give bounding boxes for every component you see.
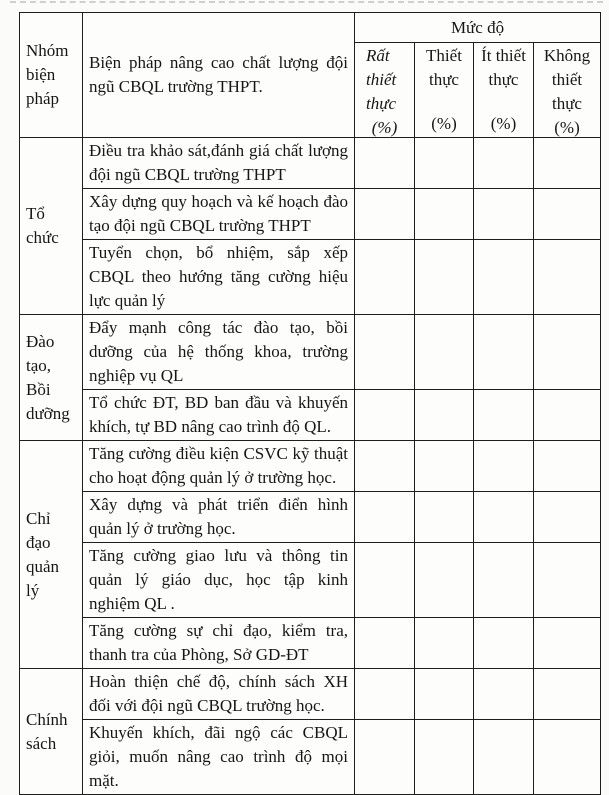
value-cell bbox=[534, 390, 601, 441]
table-row bbox=[20, 240, 601, 315]
group-cell-chinh-sach: Chính sách bbox=[20, 669, 83, 795]
group-cell-dao-tao-boi-duong: Đào tạo, Bồi dưỡng bbox=[20, 315, 83, 441]
value-cell bbox=[534, 669, 601, 720]
table-header-row-1 bbox=[20, 13, 601, 43]
column-header-level-it-thiet-thuc bbox=[474, 43, 534, 138]
table-row bbox=[20, 720, 601, 795]
measure-cell: Đẩy mạnh công tác đào tạo, bồi dưỡng của hệ thống khoa, trường nghiệp vụ QL bbox=[83, 315, 355, 390]
value-cell bbox=[415, 669, 474, 720]
table-row bbox=[20, 315, 601, 390]
value-cell bbox=[415, 315, 474, 390]
level-label: Rất thiết thực bbox=[366, 46, 397, 113]
level-unit: (%) bbox=[554, 118, 580, 137]
value-cell bbox=[415, 390, 474, 441]
value-cell bbox=[355, 669, 415, 720]
value-cell bbox=[534, 441, 601, 492]
value-cell bbox=[474, 138, 534, 189]
measure-cell: Tuyển chọn, bổ nhiệm, sắp xếp CBQL theo hướng tăng cường hiệu lực quản lý bbox=[83, 240, 355, 315]
level-unit: (%) bbox=[371, 118, 398, 137]
value-cell bbox=[534, 138, 601, 189]
value-cell bbox=[355, 315, 415, 390]
value-cell bbox=[534, 543, 601, 618]
value-cell bbox=[415, 441, 474, 492]
value-cell bbox=[415, 618, 474, 669]
value-cell bbox=[474, 720, 534, 795]
value-cell bbox=[355, 492, 415, 543]
measure-cell: Hoàn thiện chế độ, chính sách XH đối với đội ngũ CBQL trường học. bbox=[83, 669, 355, 720]
value-cell bbox=[534, 618, 601, 669]
table-row bbox=[20, 441, 601, 492]
value-cell bbox=[415, 138, 474, 189]
table-row bbox=[20, 390, 601, 441]
measure-cell: Tổ chức ĐT, BD ban đầu và khuyến khích, tự BD nâng cao trình độ QL. bbox=[83, 390, 355, 441]
measure-cell: Xây dựng và phát triển điển hình quản lý ở trường học. bbox=[83, 492, 355, 543]
value-cell bbox=[355, 543, 415, 618]
table-row bbox=[20, 492, 601, 543]
value-cell bbox=[415, 189, 474, 240]
value-cell bbox=[474, 543, 534, 618]
table-row bbox=[20, 189, 601, 240]
value-cell bbox=[534, 189, 601, 240]
column-header-scale-title: Mức độ bbox=[355, 13, 601, 43]
table-row bbox=[20, 543, 601, 618]
measure-cell: Tăng cường điều kiện CSVC kỹ thuật cho hoạt động quản lý ở trường học. bbox=[83, 441, 355, 492]
column-header-group: Nhóm biện pháp bbox=[20, 13, 83, 138]
column-header-measure: Biện pháp nâng cao chất lượng đội ngũ CBQL trường THPT. bbox=[83, 13, 355, 138]
value-cell bbox=[355, 441, 415, 492]
value-cell bbox=[355, 720, 415, 795]
value-cell bbox=[415, 492, 474, 543]
value-cell bbox=[355, 189, 415, 240]
value-cell bbox=[355, 138, 415, 189]
value-cell bbox=[534, 492, 601, 543]
value-cell bbox=[415, 720, 474, 795]
level-label: Ít thiết thực bbox=[481, 46, 526, 89]
group-cell-chi-dao-quan-ly: Chỉ đạo quản lý bbox=[20, 441, 83, 669]
value-cell bbox=[534, 720, 601, 795]
survey-table bbox=[19, 12, 601, 795]
value-cell bbox=[474, 189, 534, 240]
value-cell bbox=[474, 618, 534, 669]
level-label: Không thiết thực bbox=[543, 46, 591, 113]
value-cell bbox=[474, 441, 534, 492]
value-cell bbox=[474, 492, 534, 543]
value-cell bbox=[474, 669, 534, 720]
level-unit: (%) bbox=[490, 114, 517, 133]
measure-cell: Tăng cường giao lưu và thông tin quản lý giáo dục, học tập kinh nghiệm QL . bbox=[83, 543, 355, 618]
table-row bbox=[20, 669, 601, 720]
value-cell bbox=[534, 315, 601, 390]
value-cell bbox=[415, 543, 474, 618]
table-row bbox=[20, 618, 601, 669]
value-cell bbox=[415, 240, 474, 315]
level-label: Thiết thực bbox=[426, 46, 462, 89]
column-header-level-rat-thiet-thuc bbox=[355, 43, 415, 138]
value-cell bbox=[474, 240, 534, 315]
value-cell bbox=[355, 240, 415, 315]
column-header-level-khong-thiet-thuc bbox=[534, 43, 601, 138]
value-cell bbox=[474, 315, 534, 390]
value-cell bbox=[474, 390, 534, 441]
measure-cell: Điều tra khảo sát,đánh giá chất lượng đội ngũ CBQL trường THPT bbox=[83, 138, 355, 189]
group-cell-to-chuc: Tổ chức bbox=[20, 138, 83, 315]
measure-cell: Khuyến khích, đãi ngộ các CBQL giỏi, muốn nâng cao trình độ mọi mặt. bbox=[83, 720, 355, 795]
column-header-level-thiet-thuc bbox=[415, 43, 474, 138]
measure-cell: Tăng cường sự chỉ đạo, kiểm tra, thanh tra của Phòng, Sở GD-ĐT bbox=[83, 618, 355, 669]
value-cell bbox=[355, 390, 415, 441]
table-row bbox=[20, 138, 601, 189]
value-cell bbox=[534, 240, 601, 315]
value-cell bbox=[355, 618, 415, 669]
level-unit: (%) bbox=[431, 114, 457, 133]
scan-artifact-line bbox=[10, 1, 603, 3]
measure-cell: Xây dựng quy hoạch và kế hoạch đào tạo đội ngũ CBQL trường THPT bbox=[83, 189, 355, 240]
